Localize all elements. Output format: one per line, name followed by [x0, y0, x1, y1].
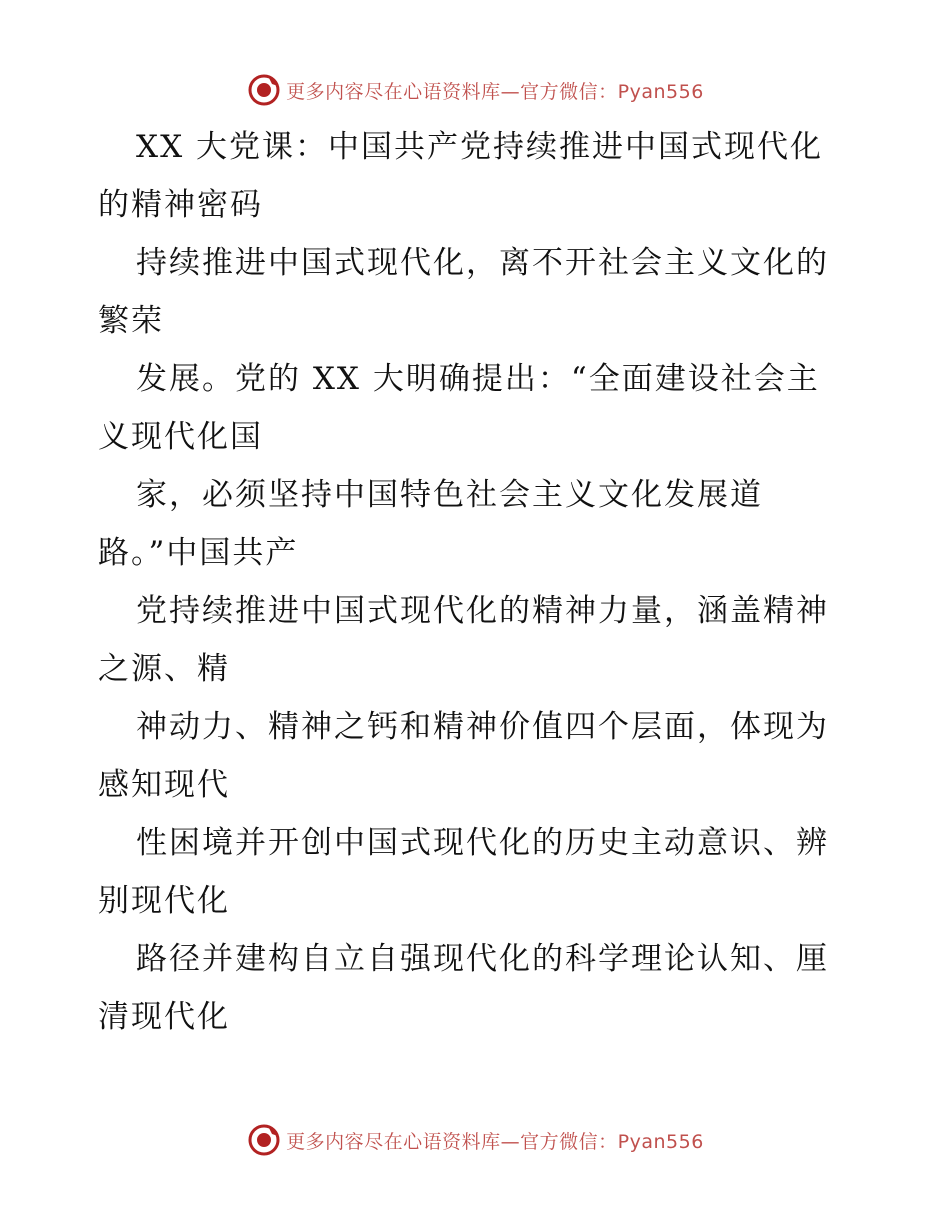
document-line: 党持续推进中国式现代化的精神力量，涵盖精神 — [136, 593, 829, 629]
brand-logo-icon — [246, 72, 282, 108]
document-line: 家，必须坚持中国特色社会主义文化发展道 — [136, 477, 763, 513]
brand-logo-icon — [246, 1122, 282, 1158]
document-line: 性困境并开创中国式现代化的历史主动意识、辨 — [136, 825, 829, 861]
document-line: 感知现代 — [98, 767, 230, 803]
document-line: 路径并建构自立自强现代化的科学理论认知、厘 — [136, 941, 829, 977]
footer-banner-text: 更多内容尽在心语资料库—官方微信：Pyan556 — [286, 1130, 704, 1153]
document-line: 繁荣 — [98, 303, 164, 339]
document-line: XX 大党课：中国共产党持续推进中国式现代化 — [136, 129, 823, 165]
document-line: 别现代化 — [98, 883, 230, 919]
document-line: 神动力、精神之钙和精神价值四个层面，体现为 — [136, 709, 829, 745]
footer-banner — [0, 1120, 950, 1160]
document-line: 持续推进中国式现代化，离不开社会主义文化的 — [136, 245, 829, 281]
document-line: 清现代化 — [98, 999, 230, 1035]
document-line: 义现代化国 — [98, 419, 263, 455]
document-line: 发展。党的 XX 大明确提出：“全面建设社会主 — [136, 361, 820, 397]
document-body — [98, 118, 858, 1046]
header-banner — [0, 70, 950, 110]
document-line: 之源、精 — [98, 651, 230, 687]
document-line: 路。”中国共产 — [98, 535, 299, 571]
header-banner-text: 更多内容尽在心语资料库—官方微信：Pyan556 — [286, 80, 704, 103]
document-line: 的精神密码 — [98, 187, 263, 223]
